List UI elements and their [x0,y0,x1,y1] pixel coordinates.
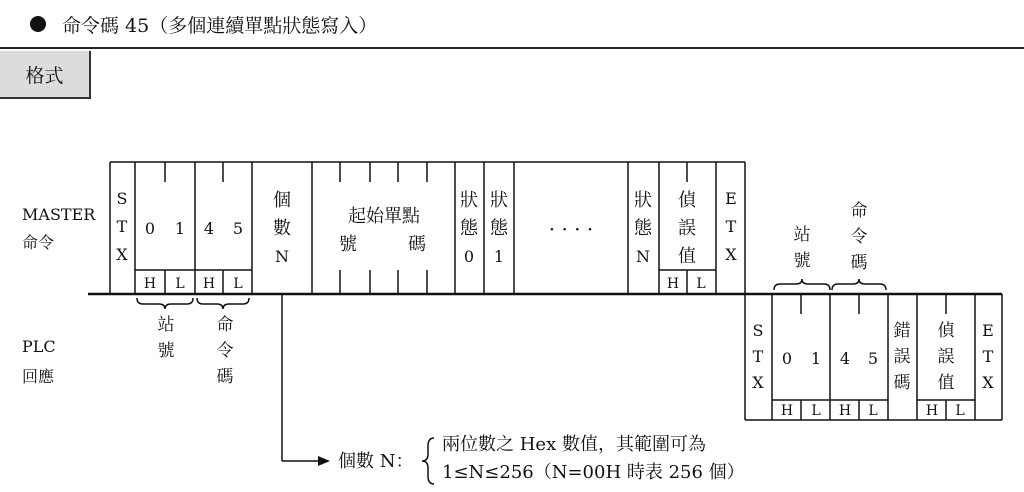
master-station-brace [137,298,193,309]
plc-station-label-2: 號 [793,251,811,271]
plc-etx-t: T [982,347,994,366]
plc-stx-s: S [752,321,764,340]
master-count-1: 個 [273,190,291,211]
master-start-point: 起始單點 [348,206,420,227]
master-count-3: N [275,247,289,266]
plc-etx-e: E [982,321,994,340]
master-ellipsis: · · · · [548,217,594,241]
master-status1-1: 狀 [490,190,508,211]
master-command-h: H [202,276,216,292]
master-label-2: 命令 [22,233,55,252]
plc-station-label-1: 站 [793,225,811,245]
master-statusN-2: 態 [634,218,652,239]
plc-station-1: 1 [810,349,822,368]
master-statusN-1: 狀 [634,190,652,211]
plc-station-0: 0 [781,349,793,368]
plc-command-h: H [838,403,852,419]
master-stx-s: S [116,189,128,208]
master-command-l: L [233,276,243,292]
plc-command-label-2: 令 [850,227,868,247]
master-command-label-3: 碼 [216,367,234,387]
master-checksum-1: 偵 [678,190,696,211]
title-text: 命令碼 45（多個連續單點狀態寫入） [62,14,378,37]
plc-error-3: 碼 [893,373,911,393]
plc-command-label-3: 碼 [850,253,868,273]
master-status0-1: 狀 [460,190,478,211]
master-station-0: 0 [144,219,156,238]
master-status0-2: 態 [460,218,478,239]
master-stx-t: T [116,217,128,236]
plc-checksum-2: 誤 [937,347,955,367]
master-label: MASTER [22,205,96,224]
master-statusN-3: N [636,247,650,266]
note-label: 個數 N： [338,451,414,472]
master-command-brace [197,298,249,309]
master-command-5: 5 [232,219,244,238]
plc-stx-t: T [752,347,764,366]
master-station-label-2: 號 [157,341,175,361]
master-station-l: L [175,276,185,292]
master-count-2: 數 [273,218,291,239]
master-status1-3: 1 [493,247,505,266]
master-command-label-1: 命 [216,315,234,335]
master-command-4: 4 [203,219,215,238]
format-tab-label: 格式 [25,64,64,87]
master-etx-t: T [725,217,737,236]
plc-command-4: 4 [839,349,851,368]
note-line-1: 兩位數之 Hex 數值，其範圍可為 [442,434,706,455]
plc-etx-x: X [982,373,994,392]
plc-label: PLC [22,337,56,356]
master-status0-3: 0 [463,247,475,266]
master-start-ma: 碼 [408,234,426,255]
plc-checksum-1: 偵 [937,321,955,341]
plc-error-2: 誤 [893,347,911,367]
plc-label-2: 回應 [22,367,55,386]
plc-command-brace [832,279,886,290]
plc-command-5: 5 [867,349,879,368]
plc-command-label-1: 命 [850,201,868,221]
master-etx-x: X [725,245,737,264]
note-line-2: 1≤N≤256（N=00H 時表 256 個） [442,462,745,483]
plc-stx-x: X [752,373,764,392]
note-brace [422,438,434,484]
master-checksum-l: L [696,276,706,292]
plc-station-l: L [811,403,821,419]
plc-error-1: 錯 [893,321,911,341]
plc-station-brace [774,279,830,290]
master-start-hao: 號 [339,234,357,255]
master-status1-2: 態 [490,218,508,239]
master-stx-x: X [116,245,128,264]
plc-command-l: L [868,403,878,419]
master-checksum-2: 誤 [678,218,696,239]
master-checksum-h: H [666,276,680,292]
master-station-label-1: 站 [157,315,175,335]
master-station-h: H [143,276,157,292]
master-etx-e: E [725,189,737,208]
plc-checksum-3: 值 [937,373,955,393]
count-arrow [282,294,330,466]
master-checksum-3: 值 [678,246,696,267]
master-command-label-2: 令 [216,341,234,361]
plc-station-h: H [780,403,794,419]
plc-checksum-h: H [925,403,939,419]
plc-checksum-l: L [955,403,965,419]
master-station-1: 1 [174,219,186,238]
